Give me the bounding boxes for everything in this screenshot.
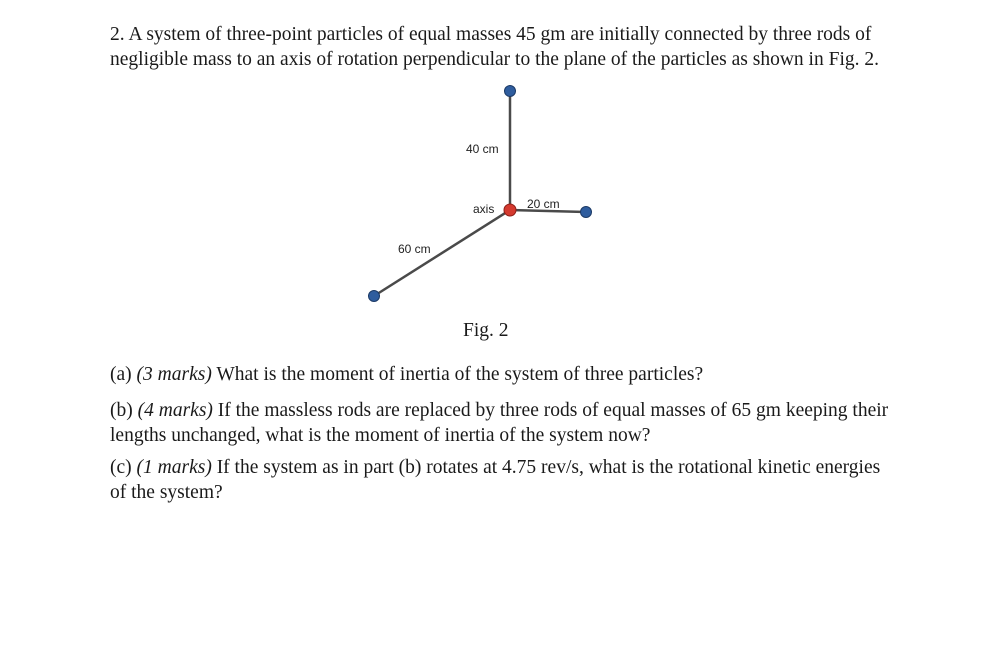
particle-top <box>505 86 516 97</box>
label-axis: axis <box>473 202 495 216</box>
label-top-rod: 40 cm <box>466 142 499 156</box>
question-b-marks: (4 marks) <box>137 400 213 421</box>
question-c <box>110 455 890 505</box>
question-c-text: If the system as in part (b) rotates at 4.75 rev/s, what is the rotational kinetic energies of the system? <box>110 457 881 503</box>
figure-diagram <box>340 80 620 310</box>
question-b <box>110 398 890 448</box>
axis-point <box>504 204 516 216</box>
rod-diagonal <box>374 210 510 296</box>
label-right-rod: 20 cm <box>527 197 560 211</box>
question-a <box>110 362 890 387</box>
problem-intro: A system of three-point particles of equal masses 45 gm are initially connected by three rods of negligible mass to an axis of rotation perpendicular to the plane of the particles as shown in Fig. 2. <box>110 24 879 70</box>
question-a-text: What is the moment of inertia of the system of three particles? <box>216 364 704 385</box>
figure-rotation-system <box>340 80 620 310</box>
figure-caption: Fig. 2 <box>463 320 509 341</box>
particle-diagonal <box>369 291 380 302</box>
problem-statement <box>110 22 890 72</box>
question-a-label: (a) <box>110 364 132 385</box>
particle-right <box>581 207 592 218</box>
question-c-label: (c) <box>110 457 132 478</box>
question-b-text: If the massless rods are replaced by three rods of equal masses of 65 gm keeping their lengths unchanged, what is the moment of inertia of the system now? <box>110 400 889 446</box>
question-c-marks: (1 marks) <box>136 457 212 478</box>
question-a-marks: (3 marks) <box>136 364 212 385</box>
label-diagonal-rod: 60 cm <box>398 242 431 256</box>
question-b-label: (b) <box>110 400 133 421</box>
problem-number: 2. <box>110 24 125 45</box>
